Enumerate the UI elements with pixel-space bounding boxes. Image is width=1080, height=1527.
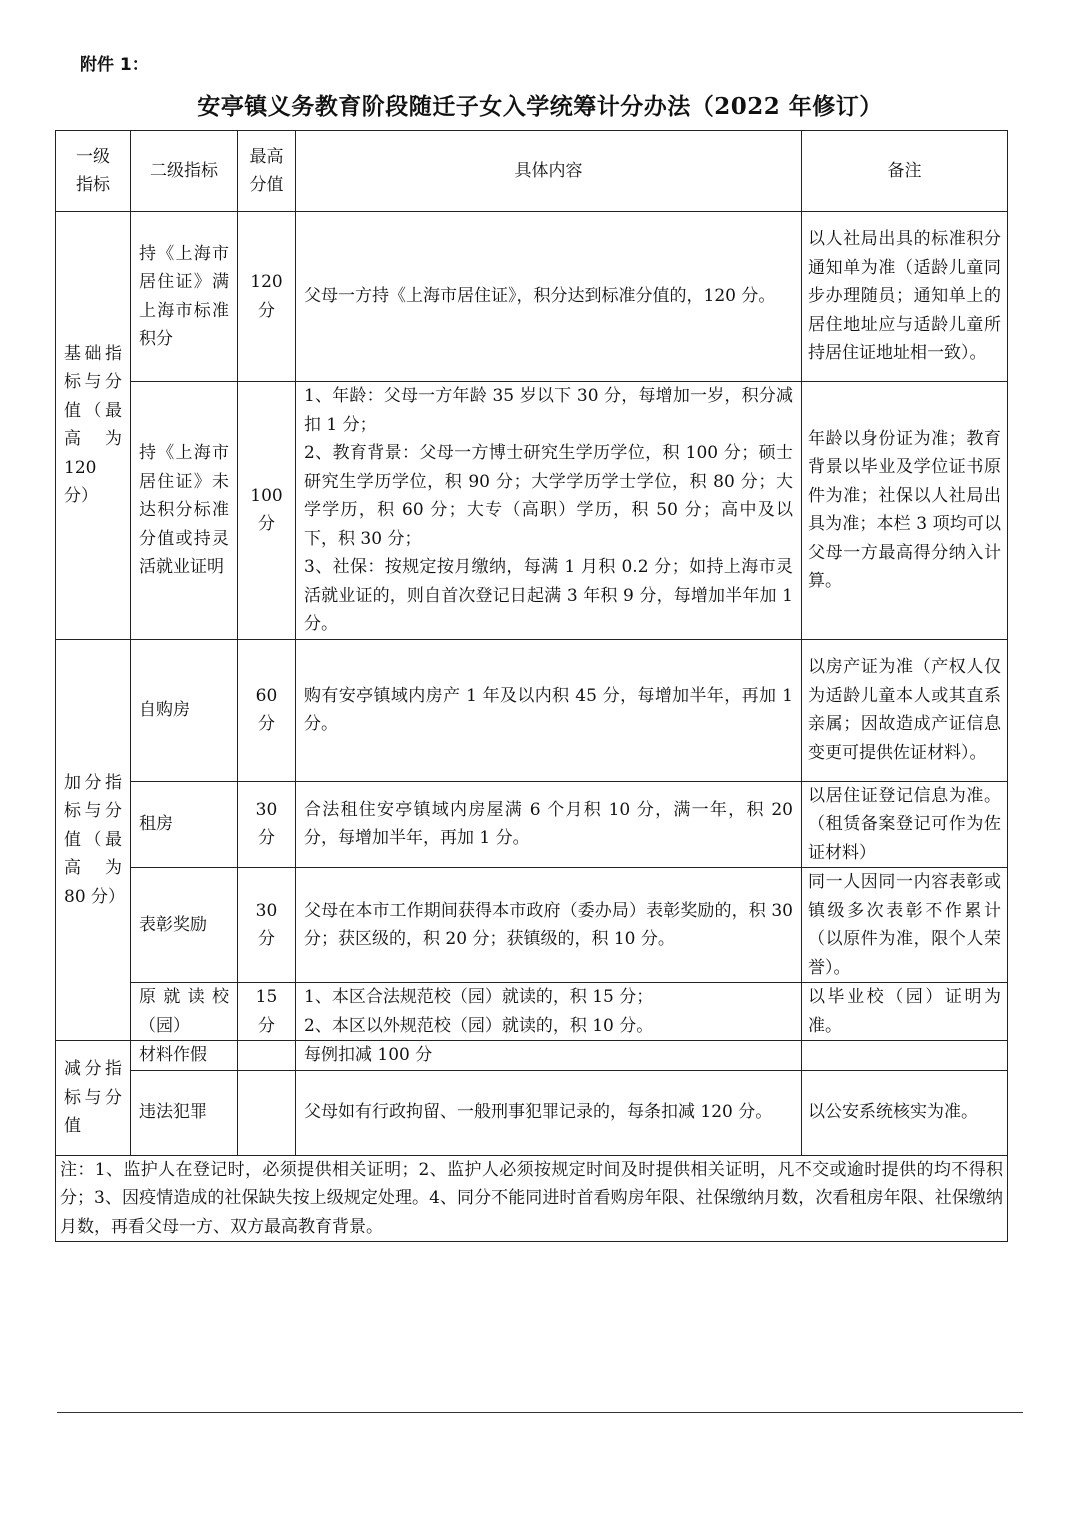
content-cell: 每例扣减 100 分 <box>296 1041 802 1071</box>
table-row <box>56 639 1008 781</box>
content-cell: 购有安亭镇域内房产 1 年及以内积 45 分，每增加半年，再加 1 分。 <box>296 639 802 781</box>
header-content: 具体内容 <box>296 131 802 212</box>
content-cell: 合法租住安亭镇域内房屋满 6 个月积 10 分，满一年，积 20 分，每增加半年，再加 1 分。 <box>296 781 802 868</box>
content-line: 2、本区以外规范校（园）就读的，积 10 分。 <box>304 1015 654 1036</box>
footer-divider <box>57 1412 1023 1413</box>
content-cell: 父母一方持《上海市居住证》，积分达到标准分值的，120 分。 <box>296 212 802 382</box>
table-row <box>56 868 1008 983</box>
max-score <box>238 1070 296 1155</box>
table-row <box>56 212 1008 382</box>
sub-indicator: 违法犯罪 <box>131 1070 238 1155</box>
remark-cell: 以毕业校（园）证明为准。 <box>802 983 1008 1041</box>
sub-indicator: 租房 <box>131 781 238 868</box>
max-score: 120 分 <box>238 212 296 382</box>
max-score: 30 分 <box>238 781 296 868</box>
table-row <box>56 781 1008 868</box>
remark-cell: 以居住证登记信息为准。（租赁备案登记可作为佐证材料） <box>802 781 1008 868</box>
remark-cell: 年龄以身份证为准；教育背景以毕业及学位证书原件为准；社保以人社局出具为准；本栏 3 项均可以父母一方最高得分纳入计算。 <box>802 382 1008 640</box>
attachment-label: 附件 1： <box>80 55 149 75</box>
remark-cell <box>802 1041 1008 1071</box>
content-cell: 父母在本市工作期间获得本市政府（委办局）表彰奖励的，积 30 分；获区级的，积 20 分；获镇级的，积 10 分。 <box>296 868 802 983</box>
table-row <box>56 983 1008 1041</box>
header-remarks: 备注 <box>802 131 1008 212</box>
max-score: 30 分 <box>238 868 296 983</box>
table-note-row <box>56 1155 1008 1242</box>
max-score <box>238 1041 296 1071</box>
remark-cell: 以公安系统核实为准。 <box>802 1070 1008 1155</box>
category-basic: 基础指标与分值（最高为 120 分） <box>56 212 131 640</box>
content-cell <box>296 382 802 640</box>
max-score: 100 分 <box>238 382 296 640</box>
sub-indicator: 原就读校（园） <box>131 983 238 1041</box>
content-cell <box>296 983 802 1041</box>
content-line: 3、社保：按规定按月缴纳，每满 1 月积 0.2 分；如持上海市灵活就业证的，则自首次登记日起满 3 年积 9 分，每增加半年加 1 分。 <box>304 557 793 634</box>
header-level2: 二级指标 <box>131 131 238 212</box>
header-level1: 一级指标 <box>56 131 131 212</box>
table-header-row <box>56 131 1008 212</box>
sub-indicator: 持《上海市居住证》满上海市标准积分 <box>131 212 238 382</box>
content-line: 2、教育背景：父母一方博士研究生学历学位，积 100 分；硕士研究生学历学位，积 90 分；大学学历学士学位，积 80 分；大学学历，积 60 分；大专（高职）学历，积 50 分；高中及以下，积 30 分； <box>304 443 793 549</box>
table-row <box>56 1041 1008 1071</box>
sub-indicator: 材料作假 <box>131 1041 238 1071</box>
max-score: 60 分 <box>238 639 296 781</box>
remark-cell: 同一人因同一内容表彰或镇级多次表彰不作累计（以原件为准，限个人荣誉）。 <box>802 868 1008 983</box>
header-max-score: 最高分值 <box>238 131 296 212</box>
document-title: 安亭镇义务教育阶段随迁子女入学统筹计分办法（2022 年修订） <box>197 93 883 120</box>
sub-indicator: 自购房 <box>131 639 238 781</box>
sub-indicator: 持《上海市居住证》未达积分标准分值或持灵活就业证明 <box>131 382 238 640</box>
table-row <box>56 382 1008 640</box>
content-line: 1、年龄：父母一方年龄 35 岁以下 30 分，每增加一岁，积分减扣 1 分； <box>304 386 793 435</box>
remark-cell: 以房产证为准（产权人仅为适龄儿童本人或其直系亲属；因故造成产证信息变更可提供佐证材料）。 <box>802 639 1008 781</box>
remark-cell: 以人社局出具的标准积分通知单为准（适龄儿童同步办理随员；通知单上的居住地址应与适龄儿童所持居住证地址相一致）。 <box>802 212 1008 382</box>
content-line: 1、本区合法规范校（园）就读的，积 15 分； <box>304 987 654 1007</box>
table-row <box>56 1070 1008 1155</box>
category-bonus: 加分指标与分值（最高为 80 分） <box>56 639 131 1041</box>
sub-indicator: 表彰奖励 <box>131 868 238 983</box>
max-score: 15 分 <box>238 983 296 1041</box>
category-deduction: 减分指标与分值 <box>56 1041 131 1156</box>
table-note: 注：1、监护人在登记时，必须提供相关证明；2、监护人必须按规定时间及时提供相关证明，凡不交或逾时提供的均不得积分；3、因疫情造成的社保缺失按上级规定处理。4、同分不能同进时首看购房年限、社保缴纳月数，次看租房年限、社保缴纳月数，再看父母一方、双方最高教育背景。 <box>56 1155 1008 1242</box>
scoring-table <box>55 130 1008 1242</box>
content-cell: 父母如有行政拘留、一般刑事犯罪记录的，每条扣减 120 分。 <box>296 1070 802 1155</box>
